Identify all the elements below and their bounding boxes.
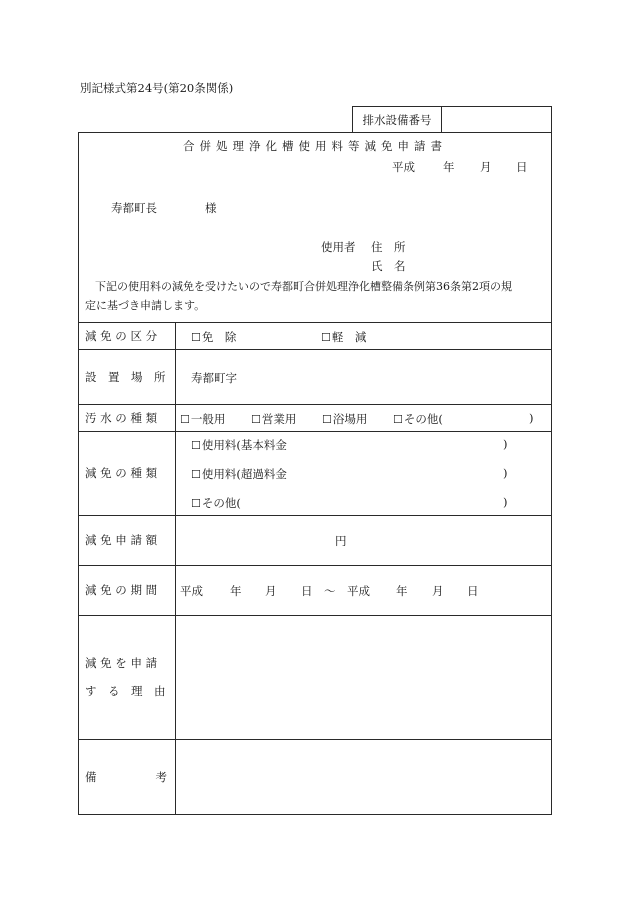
- period-start-era: 平成: [180, 584, 203, 598]
- period-start-year-unit: 年: [230, 584, 242, 598]
- equipment-number-box: [352, 106, 552, 132]
- sewage-type-label: 汚 水 の 種 類: [85, 410, 158, 425]
- close-paren: ): [503, 437, 508, 451]
- checkbox-icon: ☐: [251, 413, 261, 426]
- addressee-honorific: 様: [205, 201, 217, 215]
- remarks-label-right: 考: [155, 770, 167, 784]
- close-paren: ): [529, 411, 534, 425]
- period-start-month-unit: 月: [265, 584, 277, 598]
- amount-unit: 円: [335, 534, 347, 548]
- remarks-label: [79, 739, 175, 815]
- checkbox-general-label: 一般用: [190, 412, 226, 426]
- checkbox-exempt-label: 免 除: [201, 330, 237, 344]
- checkbox-sewage-other-label: その他(: [403, 412, 443, 426]
- checkbox-sewage-other[interactable]: [393, 411, 443, 427]
- date-month-unit: 月: [480, 160, 492, 174]
- statement-line-2: 定に基づき申請します。: [85, 299, 206, 312]
- location-label: 設 置 場 所: [85, 369, 166, 384]
- checkbox-excess-fee[interactable]: [191, 466, 287, 482]
- period-separator: ～: [324, 584, 336, 598]
- equipment-number-label: 排水設備番号: [353, 107, 442, 132]
- checkbox-business-label: 営業用: [261, 412, 297, 426]
- remarks-field[interactable]: [176, 740, 551, 814]
- checkbox-business[interactable]: [251, 411, 296, 427]
- period-start-day-unit: 日: [301, 584, 313, 598]
- checkbox-icon: ☐: [191, 497, 201, 510]
- application-form: [78, 132, 552, 815]
- checkbox-excess-fee-label: 使用料(超過料金: [201, 467, 287, 481]
- close-paren: ): [503, 495, 508, 509]
- form-reference: 別記様式第24号(第20条関係): [80, 81, 234, 95]
- checkbox-fee-other[interactable]: [191, 495, 241, 511]
- checkbox-fee-other-label: その他(: [201, 496, 241, 510]
- remarks-label-left: 備: [85, 770, 97, 784]
- reason-label-line-2: す る 理 由: [85, 684, 166, 698]
- reason-label: [79, 615, 175, 739]
- reason-field[interactable]: [176, 616, 551, 738]
- date-era: 平成: [392, 160, 415, 174]
- reason-label-line-1: 減 免 を 申 請: [85, 656, 158, 670]
- checkbox-bath[interactable]: [322, 411, 367, 427]
- checkbox-icon: ☐: [191, 439, 201, 452]
- period-label: 減 免 の 期 間: [85, 583, 158, 597]
- addressee: 寿都町長: [111, 201, 157, 215]
- checkbox-bath-label: 浴場用: [332, 412, 368, 426]
- checkbox-basic-fee-label: 使用料(基本料金: [201, 438, 287, 452]
- period-end-year-unit: 年: [396, 584, 408, 598]
- checkbox-icon: ☐: [191, 468, 201, 481]
- checkbox-icon: ☐: [393, 413, 403, 426]
- period-end-day-unit: 日: [467, 584, 479, 598]
- applicant-address-label: 住 所: [371, 240, 406, 254]
- period-end-month-unit: 月: [432, 584, 444, 598]
- checkbox-reduce-label: 軽 減: [331, 330, 367, 344]
- checkbox-icon: ☐: [180, 413, 190, 426]
- exemption-type-label: 減 免 の 種 類: [85, 466, 158, 480]
- checkbox-reduce[interactable]: [321, 329, 366, 345]
- date-year-unit: 年: [443, 160, 455, 174]
- location-value[interactable]: 寿都町字: [191, 371, 237, 385]
- amount-label: 減 免 申 請 額: [85, 533, 158, 547]
- statement-line-1: 下記の使用料の減免を受けたいので寿都町合併処理浄化槽整備条例第36条第2項の規: [95, 280, 512, 293]
- equipment-number-field[interactable]: [442, 107, 551, 132]
- applicant-role: 使用者: [321, 240, 356, 254]
- checkbox-icon: ☐: [321, 331, 331, 344]
- checkbox-basic-fee[interactable]: [191, 437, 287, 453]
- checkbox-icon: ☐: [322, 413, 332, 426]
- checkbox-icon: ☐: [191, 331, 201, 344]
- form-title: 合併処理浄化槽使用料等減免申請書: [183, 139, 447, 153]
- date-day-unit: 日: [516, 160, 528, 174]
- close-paren: ): [503, 466, 508, 480]
- checkbox-exempt[interactable]: [191, 329, 236, 345]
- applicant-name-label: 氏 名: [371, 259, 406, 273]
- checkbox-general[interactable]: [180, 411, 225, 427]
- category-label: 減 免 の 区 分: [85, 328, 158, 343]
- period-end-era: 平成: [347, 584, 370, 598]
